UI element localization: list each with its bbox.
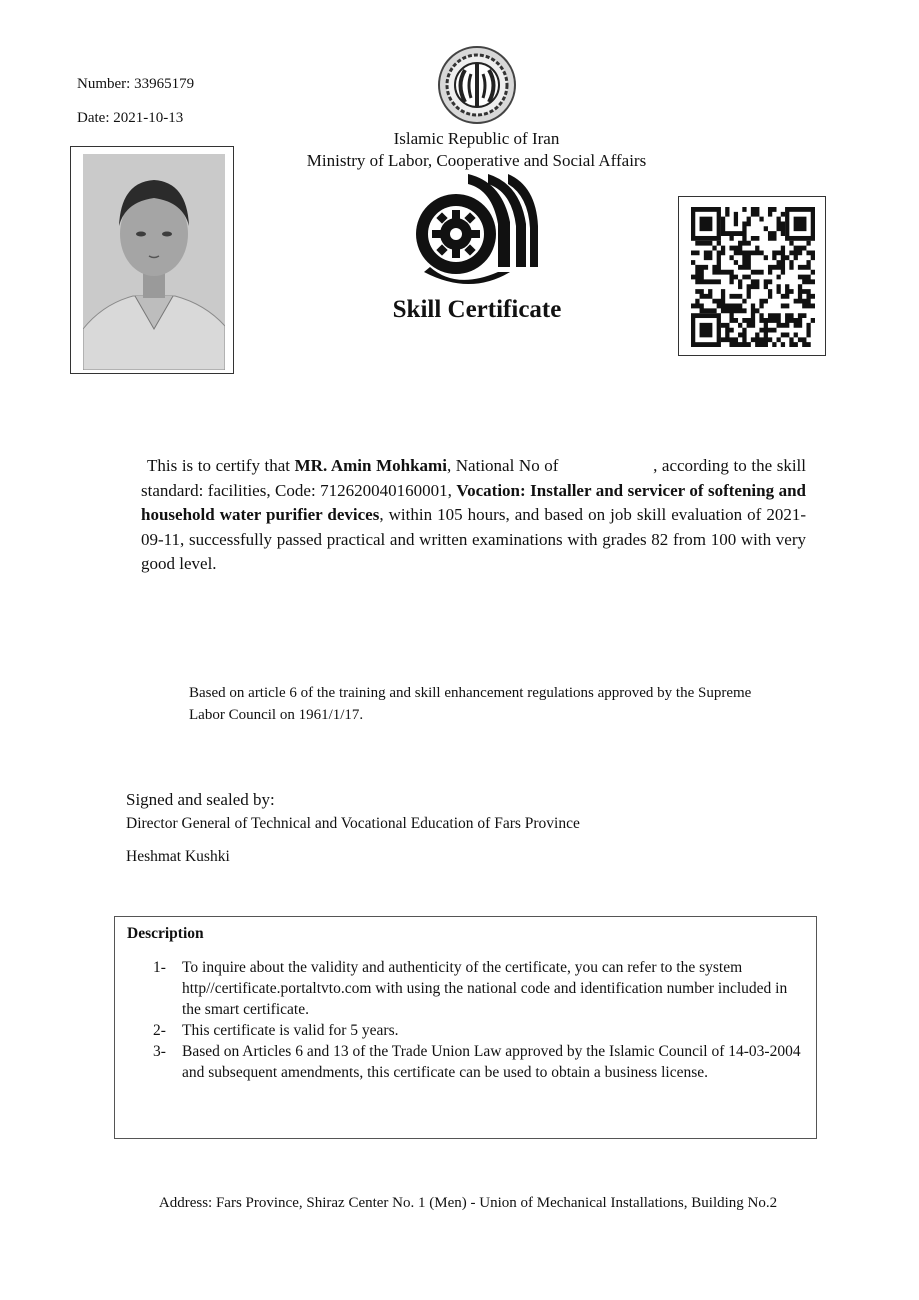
description-list — [115, 957, 805, 1083]
legal-basis: Based on article 6 of the training and skill enhancement regulations approved by the Supreme Labor Council on 1961/1/17. — [189, 685, 752, 723]
issuer-heading — [290, 128, 663, 172]
qr-frame — [678, 196, 826, 356]
vocation-title: Vocation: Installer and servicer of softening and household water purifier devices — [141, 480, 806, 524]
gear-logo-icon — [410, 172, 540, 292]
certificate-number: Number: 33965179 — [77, 76, 195, 92]
signer-name: Heshmat Kushki — [126, 848, 230, 865]
certificate-title: Skill Certificate — [392, 296, 562, 323]
portrait-icon — [83, 154, 225, 370]
issuer-address: Address: Fars Province, Shiraz Center No. 1 (Men) - Union of Mechanical Installations, Building No.2 — [158, 1195, 778, 1211]
photo-frame — [70, 146, 234, 374]
list-item: 2- This certificate is valid for 5 years. — [153, 1022, 399, 1039]
emblem-icon — [432, 44, 522, 126]
certificate-number-value: 33965179 — [134, 76, 195, 92]
qr-code-icon — [691, 207, 815, 347]
country-name: Islamic Republic of Iran — [393, 129, 560, 148]
portrait-photo — [83, 154, 225, 370]
holder-name: MR. Amin Mohkami — [294, 456, 447, 475]
tvto-logo — [410, 172, 540, 292]
list-item: 3- Based on Articles 6 and 13 of the Trade Union Law approved by the Islamic Council of 14-03-2004 and subsequent amendments, this certificate can be used to obtain a business license. — [153, 1043, 801, 1081]
list-item: 1- To inquire about the validity and authenticity of the certificate, you can refer to the system http//certificate.portaltvto.com with using the national code and identification number included in the smart certificate. — [153, 959, 788, 1018]
certificate-date: Date: 2021-10-13 — [77, 110, 184, 126]
description-title: Description — [127, 925, 204, 942]
description-box — [114, 916, 817, 1139]
certificate-date-value: 2021-10-13 — [113, 110, 184, 126]
signer-position: Director General of Technical and Vocational Education of Fars Province — [126, 815, 580, 832]
signed-label: Signed and sealed by: — [126, 790, 275, 809]
iran-emblem — [432, 44, 522, 126]
ministry-name: Ministry of Labor, Cooperative and Social Affairs — [306, 151, 647, 170]
certification-statement: This is to certify that MR. Amin Mohkami, National No of , according to the skill standard: facilities, Code: 712620040160001, Vocation: Installer and servicer of softening and household water purifier devices, within 105 hours, and based on job skill evaluation of 2021-09-11, successfully passed practical and written examinations with grades 82 from 100 with very good level. — [141, 456, 807, 573]
